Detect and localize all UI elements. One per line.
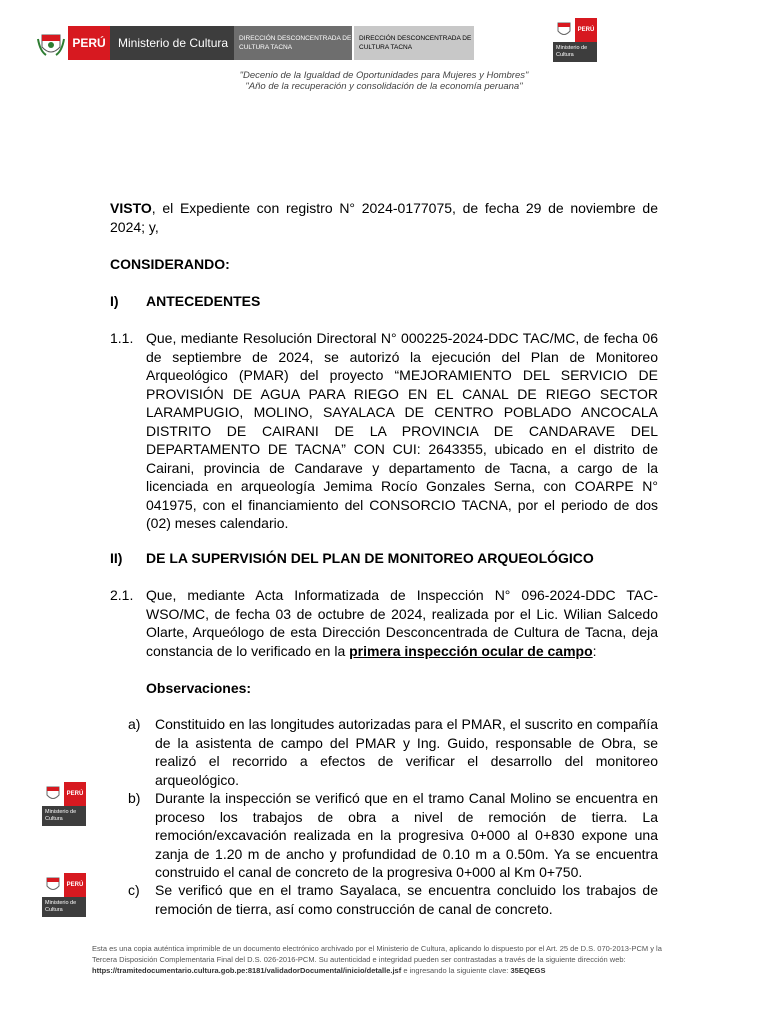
motto-line-2: "Año de la recuperación y consolidación de la economía peruana" (245, 81, 523, 92)
paragraph-1-1-text: Que, mediante Resolución Directoral N° 000225-2024-DDC TAC/MC, de fecha 06 de septiembre de 2024, se autorizó la ejecución del Plan de Monitoreo Arqueológico (PMAR) del proyecto “MEJORAMIENTO DEL SERVICIO DE PROVISIÓN DE AGUA PARA RIEGO EN EL CANAL DE RIEGO SECTOR LARAMPUGIO, MOLINO, SAYALACA DE CENTRO POBLADO ANCOCALA DISTRITO DE CAIRANI DE LA PROVINCIA DE CANDARAVE DEL DEPARTAMENTO DE TACNA” CON CUI: 2643355, ubicado en el distrito de Cairani, provincia de Candarave y departamento de Tacna, a cargo de la licenciada en arqueología Jemima Rocío Gonzales Serna, con COARPE N° 041975, con el financiamiento del CONSORCIO TACNA, por el periodo de dos (02) meses calendario. (146, 330, 658, 531)
visto-paragraph (110, 199, 658, 236)
visto-text: , el Expediente con registro N° 2024-0177075, de fecha 29 de noviembre de 2024; y, (110, 200, 658, 235)
observation-a-label: a) (128, 716, 141, 732)
peru-label: PERÚ (68, 26, 110, 60)
paragraph-2-1-text (146, 586, 658, 660)
margin-logo-1-peru: PERÚ (64, 782, 86, 806)
footer-key-text: e ingresando la siguiente clave: (401, 966, 511, 975)
ministry-logo-stamp (553, 18, 597, 62)
validation-key: 35EQEGS (510, 966, 546, 975)
margin-logo-1-ministry: Ministerio de Cultura (42, 806, 86, 826)
paragraph-2-1-number: 2.1. (110, 587, 134, 603)
paragraph-2-1-end: : (592, 642, 597, 659)
directorate-label-1: DIRECCIÓN DESCONCENTRADA DE CULTURA TACNA (234, 26, 352, 60)
peru-coat-of-arms-icon (36, 29, 66, 59)
section-2-number: II) (110, 550, 123, 566)
observations-heading: Observaciones: (146, 680, 252, 696)
paragraph-1-1-number: 1.1. (110, 330, 134, 346)
authenticity-footer (92, 943, 672, 976)
stamp-ministry-label: Ministerio de Cultura (553, 42, 597, 62)
peru-coat-of-arms-icon (553, 18, 575, 42)
motto-line-1: "Decenio de la Igualdad de Oportunidades para Mujeres y Hombres" (239, 70, 529, 81)
peru-coat-of-arms-icon (42, 782, 64, 806)
section-1-number: I) (110, 293, 119, 309)
section-1-title: ANTECEDENTES (146, 293, 261, 309)
observation-b-label: b) (128, 790, 141, 806)
margin-logo-2-peru: PERÚ (64, 873, 86, 897)
directorate-label-2: DIRECCIÓN DESCONCENTRADA DE CULTURA TACNA (354, 26, 474, 60)
margin-logo-2-ministry: Ministerio de Cultura (42, 897, 86, 917)
observation-c-text: Se verificó que en el tramo Sayalaca, se encuentra concluido los trabajos de remoción de tierra, así como construcción de canal de concreto. (155, 882, 658, 917)
peru-coat-of-arms-icon (42, 873, 64, 897)
observation-a-text: Constituido en las longitudes autorizadas para el PMAR, el suscrito en compañía de la asistenta de campo del PMAR y Ing. Guido, responsable de Obra, se realizó el recorrido a efectos de verificar el desarrollo del monitoreo arqueológico. (155, 716, 658, 788)
visto-label: VISTO (110, 200, 152, 216)
observation-c-label: c) (128, 882, 140, 898)
paragraph-2-1-emphasis: primera inspección ocular de campo (349, 642, 593, 659)
validation-url-link[interactable]: https://tramitedocumentario.cultura.gob.pe:8181/validadorDocumental/inicio/detalle.jsf (92, 966, 402, 975)
margin-logo-1 (42, 782, 86, 826)
ministry-label: Ministerio de Cultura (110, 26, 234, 60)
considerando-heading: CONSIDERANDO: (110, 256, 230, 272)
observation-b-text: Durante la inspección se verificó que en el tramo Canal Molino se encuentra en proceso los trabajos de obra a nivel de remoción de tierra. La remoción/excavación realizada en la progresiva 0+000 al 0+830 expone una zanja de 1.20 m de ancho y profundidad de 0.10 m a 0.50m. Ya se encuentra construido el canal de concreto de la progresiva 0+000 al Km 0+750. (155, 790, 658, 880)
footer-text: Esta es una copia auténtica imprimible de un documento electrónico archivado por el Ministerio de Cultura, aplicando lo dispuesto por el Art. 25 de D.S. 070-2013-PCM y la Tercera Disposición Complementaria Final del D.S. 026-2016-PCM. Su autenticidad e integridad pueden ser contrastadas a través de la siguiente dirección web: (92, 944, 662, 964)
margin-logo-2 (42, 873, 86, 917)
paragraph-2-1-body: Que, mediante Acta Informatizada de Inspección N° 096-2024-DDC TAC-WSO/MC, de fecha 03 de octubre de 2024, realizada por el Lic. Wilian Salcedo Olarte, Arqueólogo de esta Dirección Desconcentrada de Cultura de Tacna, deja constancia de lo verificado en la (146, 587, 658, 659)
section-2-title: DE LA SUPERVISIÓN DEL PLAN DE MONITOREO ARQUEOLÓGICO (146, 550, 594, 566)
stamp-peru-label: PERÚ (575, 18, 597, 42)
